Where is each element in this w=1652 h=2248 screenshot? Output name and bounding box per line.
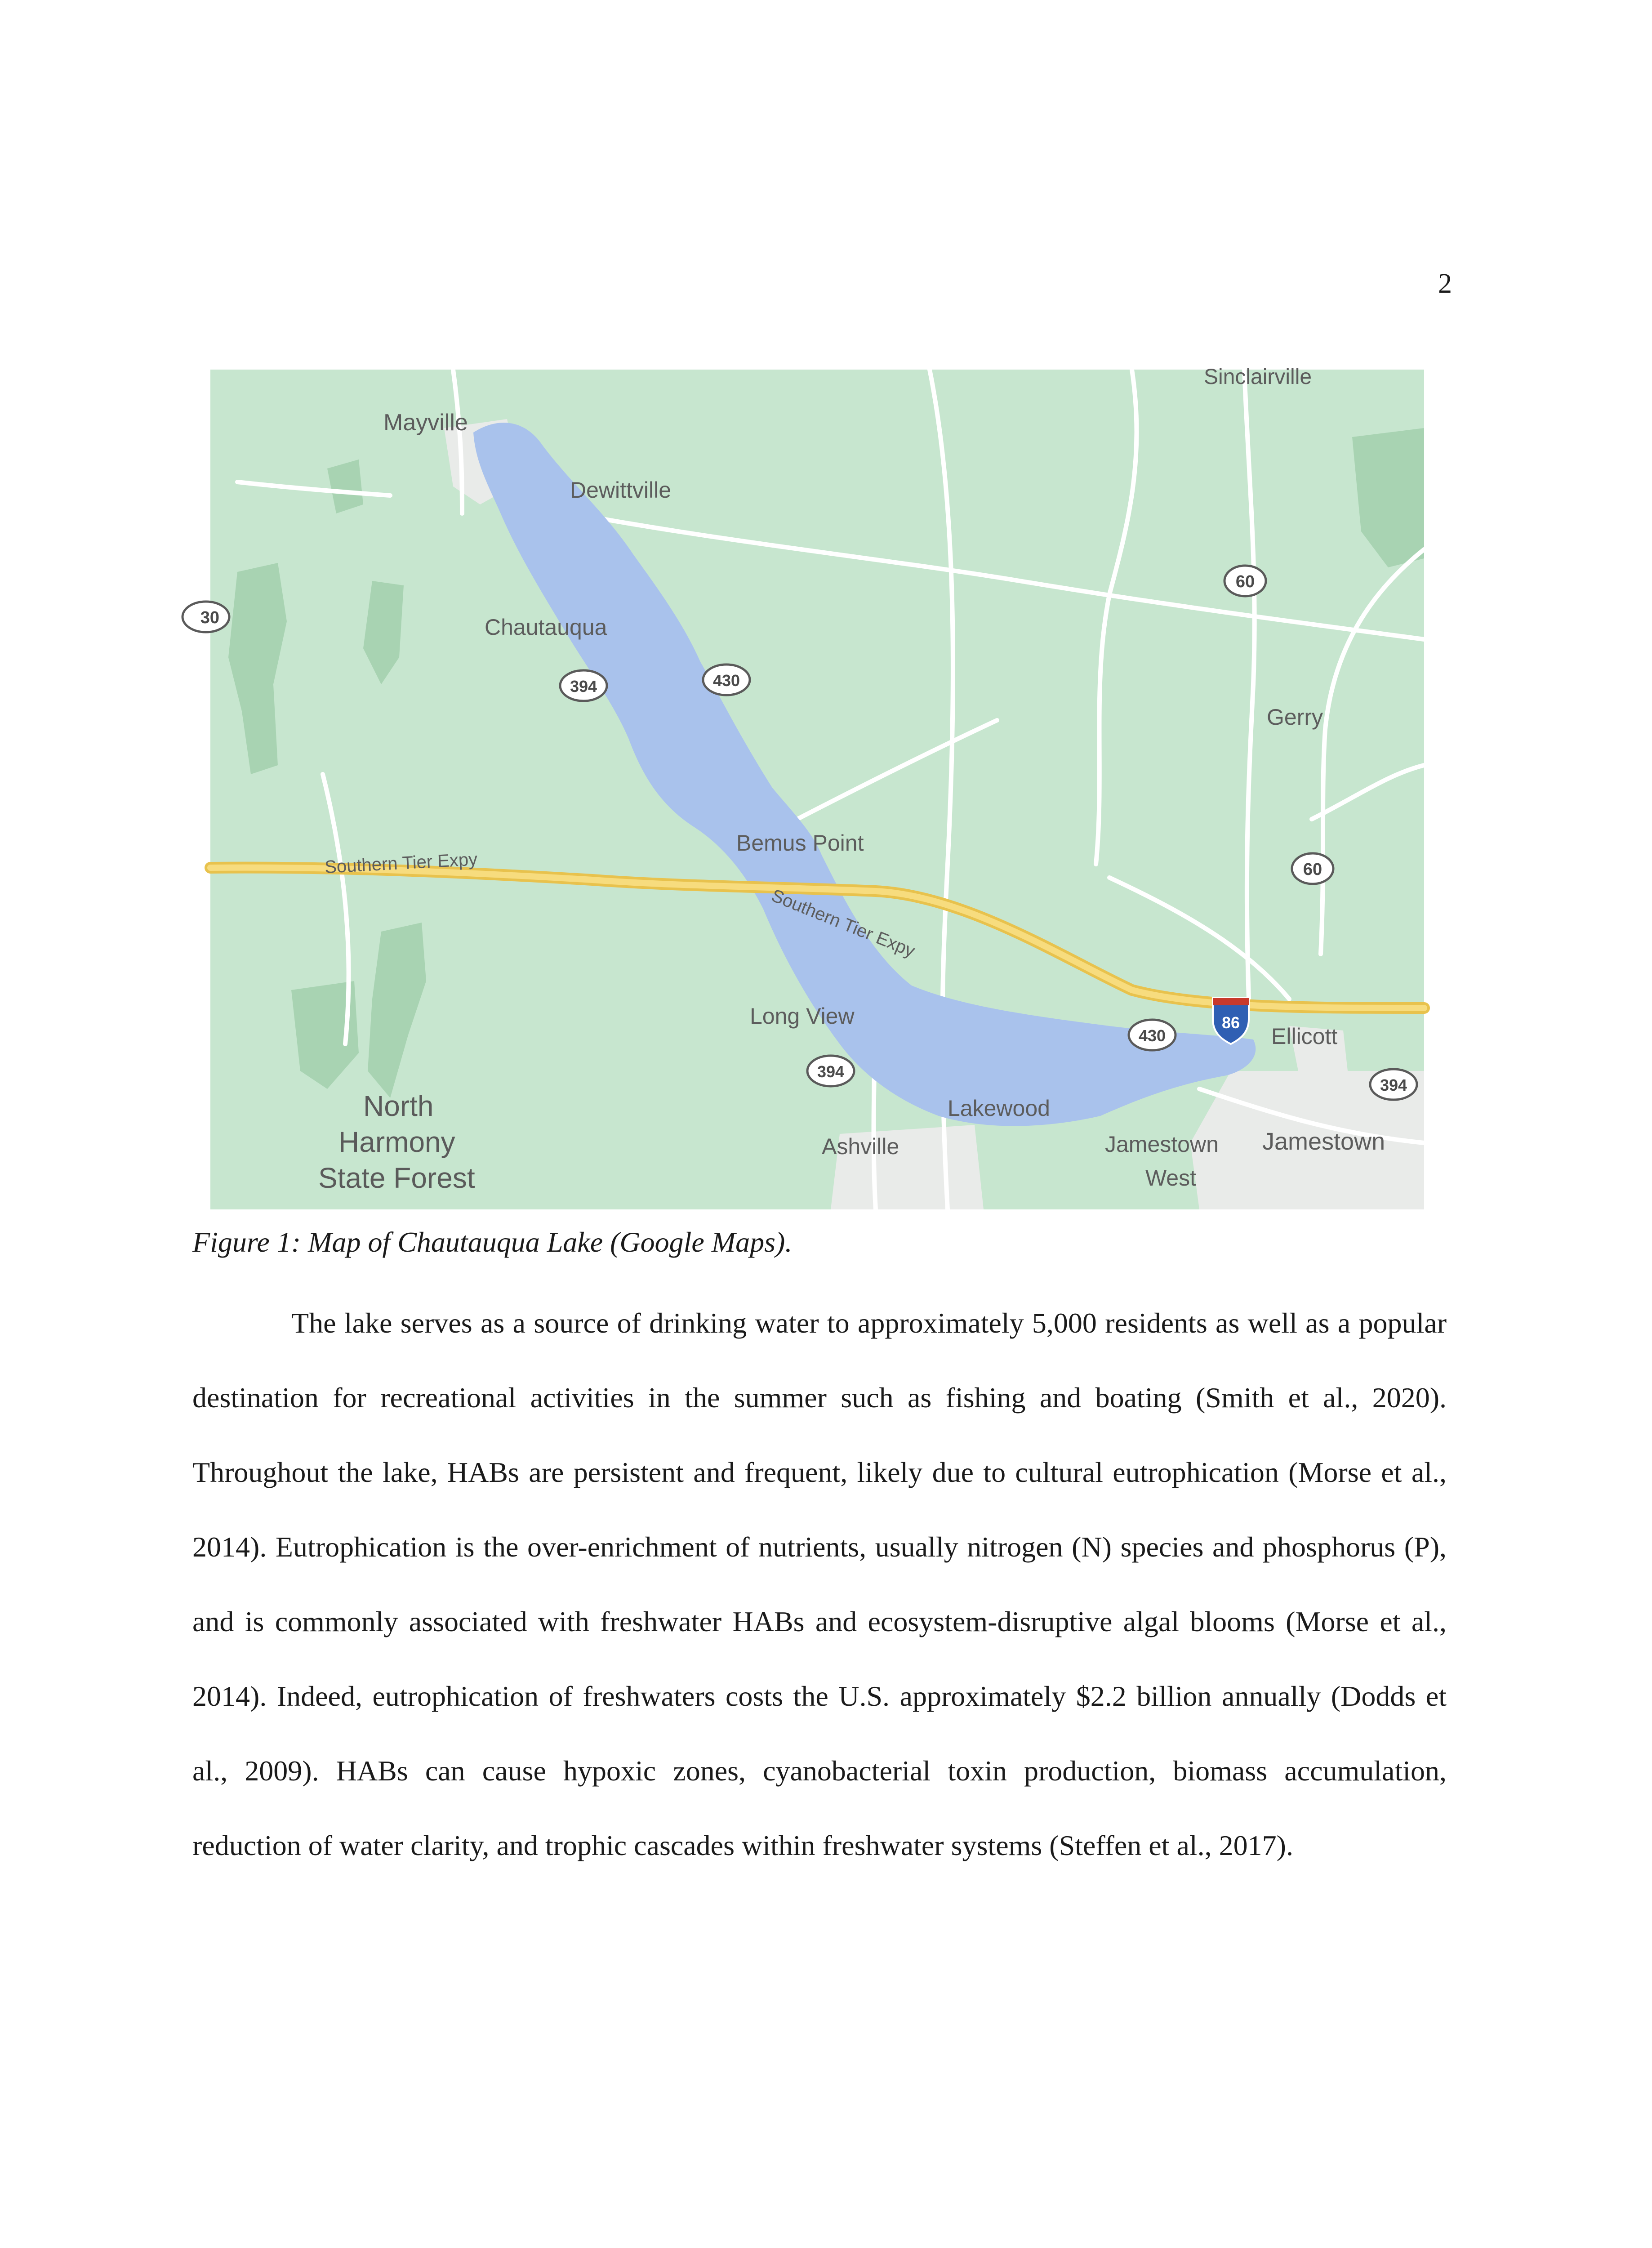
- label-ellicott: Ellicott: [1271, 1024, 1338, 1049]
- body-paragraph: The lake serves as a source of drinking water to approximately 5,000 residents as well as a popular destination for recreational activities in the summer such as fishing and boating (Smith et al., 2020). Throughout the lake, HABs are persistent and frequent, likely due to cultural eutrophication (Morse et al., 2014). Eutrophication is the over-enrichment of nutrients, usually nitrogen (N) species and phosphorus (P), and is commonly associated with freshwater HABs and ecosystem-disruptive algal blooms (Morse et al., 2014). Indeed, eutrophication of freshwaters costs the U.S. approximately $2.2 billion annually (Dodds et al., 2009). HABs can cause hypoxic zones, cyanobacterial toxin production, biomass accumulation, reduction of water clarity, and trophic cascades within freshwater systems (Steffen et al., 2017).: [192, 1307, 1447, 1861]
- label-bemus-point: Bemus Point: [736, 830, 864, 856]
- label-jamestown: Jamestown: [1262, 1128, 1385, 1155]
- label-sinclairville: Sinclairville: [1204, 365, 1312, 389]
- label-north-harmony-1: North: [363, 1090, 434, 1122]
- shield-r394-chautauqua: [560, 670, 607, 701]
- svg-text:394: 394: [1380, 1076, 1407, 1094]
- svg-text:430: 430: [1138, 1026, 1166, 1045]
- shield-r60-north: [1225, 566, 1266, 596]
- svg-text:394: 394: [817, 1062, 845, 1081]
- svg-text:30: 30: [200, 608, 219, 627]
- label-north-harmony-3: State Forest: [318, 1162, 475, 1194]
- svg-text:86: 86: [1221, 1013, 1240, 1032]
- svg-text:60: 60: [1235, 572, 1255, 591]
- shield-r30: [183, 602, 229, 632]
- label-southern-tier-expy-west: Southern Tier Expy: [324, 849, 478, 877]
- label-chautauqua: Chautauqua: [485, 615, 607, 640]
- label-jamestown-west-1: Jamestown: [1105, 1132, 1219, 1157]
- shield-r394-longview: [807, 1056, 854, 1086]
- label-north-harmony-2: Harmony: [338, 1126, 455, 1158]
- map-figure: [200, 365, 1424, 1209]
- figure-caption: Figure 1: Map of Chautauqua Lake (Google Maps).: [192, 1226, 793, 1258]
- label-dewittville: Dewittville: [570, 477, 672, 503]
- shield-r430-east: [1129, 1020, 1176, 1050]
- page-number: 2: [1438, 268, 1452, 299]
- body-text: [192, 1286, 1447, 1883]
- shield-r394-east: [1370, 1069, 1417, 1100]
- label-southern-tier-expy-east: Southern Tier Expy: [768, 885, 918, 961]
- shield-r60-south: [1292, 853, 1333, 884]
- shield-r430-west: [703, 665, 750, 695]
- label-mayville: Mayville: [383, 410, 468, 436]
- svg-text:60: 60: [1303, 860, 1322, 879]
- label-long-view: Long View: [750, 1004, 855, 1029]
- map-svg: [200, 365, 1424, 1209]
- label-gerry: Gerry: [1267, 705, 1323, 730]
- svg-text:394: 394: [570, 677, 597, 696]
- svg-text:430: 430: [712, 671, 740, 690]
- label-lakewood: Lakewood: [948, 1096, 1050, 1121]
- label-jamestown-west-2: West: [1145, 1165, 1196, 1191]
- label-ashville: Ashville: [822, 1134, 899, 1159]
